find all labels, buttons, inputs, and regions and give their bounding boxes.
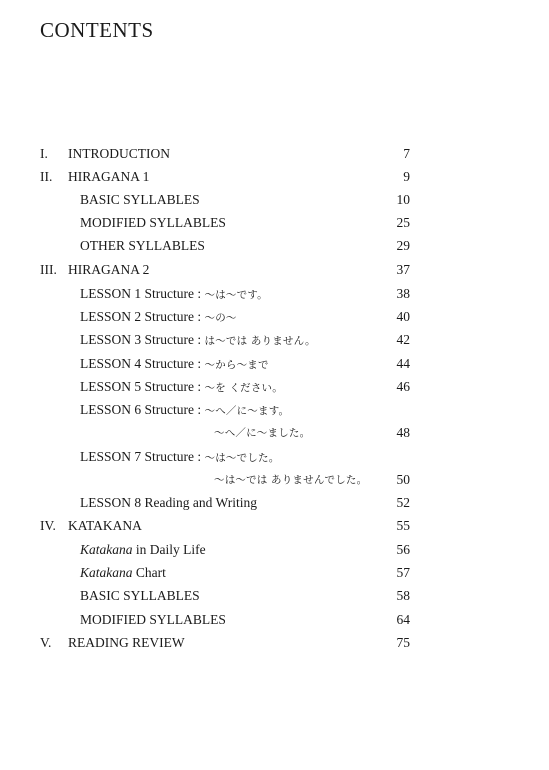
- page-number: 7: [403, 146, 410, 161]
- page-number: 55: [396, 518, 410, 533]
- italic-term: Katakana: [80, 542, 133, 557]
- lesson-structure: ～は～です。: [204, 289, 268, 301]
- lesson-structure: は～では ありません。: [204, 335, 316, 347]
- toc-entry-basic-syllables: [0, 190, 549, 210]
- page-number: 56: [396, 542, 410, 557]
- toc-entry-katakana-basic-syllables: [0, 586, 549, 606]
- lesson-label: LESSON 6 Structure :: [80, 402, 202, 417]
- lesson-label: LESSON 4 Structure :: [80, 356, 202, 371]
- toc-entry-hiragana-2: [0, 260, 549, 280]
- page-number: 64: [396, 612, 410, 627]
- subsection-title: OTHER SYLLABLES: [80, 238, 205, 253]
- toc-entry-lesson-7-continued: [0, 470, 549, 490]
- toc-entry-lesson-8: [0, 493, 549, 513]
- toc-entry-other-syllables: [0, 236, 549, 256]
- lesson-structure: ～へ／に～ました。: [214, 427, 311, 439]
- toc-entry-lesson-3: [0, 330, 549, 350]
- lesson-structure: ～へ／に～ます。: [204, 405, 290, 417]
- page-number: 48: [396, 425, 410, 440]
- toc-entry-text: [40, 633, 185, 653]
- section-number: III.: [40, 262, 57, 277]
- subsection-title: [80, 400, 289, 421]
- toc-entry-lesson-4: [0, 354, 549, 374]
- section-title: INTRODUCTION: [68, 146, 170, 161]
- toc-entry-lesson-6: [0, 400, 549, 420]
- lesson-label: LESSON 5 Structure :: [80, 379, 202, 394]
- page-number: 10: [396, 192, 410, 207]
- page-number: 50: [396, 472, 410, 487]
- section-title: READING REVIEW: [68, 635, 185, 650]
- section-number: IV.: [40, 518, 56, 533]
- subsection-title-rest: Chart: [132, 565, 166, 580]
- toc-entry-lesson-7: [0, 447, 549, 467]
- page-number: 44: [396, 356, 410, 371]
- lesson-label: LESSON 7 Structure :: [80, 449, 202, 464]
- lesson-structure: ～は～では ありませんでした。: [214, 474, 368, 486]
- toc-entry-text: [40, 516, 142, 536]
- page-number: 52: [396, 495, 410, 510]
- page-number: 40: [396, 309, 410, 324]
- section-title: HIRAGANA 1: [68, 169, 150, 184]
- subsection-title: [80, 284, 268, 305]
- toc-entry-lesson-2: [0, 307, 549, 327]
- section-title: HIRAGANA 2: [68, 262, 150, 277]
- page-number: 25: [396, 215, 410, 230]
- section-number: II.: [40, 169, 53, 184]
- section-number: I.: [40, 146, 48, 161]
- toc-entry-text: [40, 260, 149, 280]
- section-number: V.: [40, 635, 52, 650]
- page-number: 37: [396, 262, 410, 277]
- subsection-title: [80, 377, 283, 398]
- toc-entry-lesson-5: [0, 377, 549, 397]
- toc-entry-lesson-6-continued: [0, 423, 549, 443]
- subsection-title: [80, 540, 206, 560]
- toc-entry-katakana-chart: [0, 563, 549, 583]
- lesson-structure: ～は～でした。: [204, 452, 280, 464]
- subsection-title: BASIC SYLLABLES: [80, 588, 200, 603]
- toc-entry-modified-syllables: [0, 213, 549, 233]
- subsection-title: [80, 447, 279, 468]
- toc-entry-hiragana-1: [0, 167, 549, 187]
- subsection-title-rest: in Daily Life: [132, 542, 206, 557]
- toc-entry-lesson-1: [0, 284, 549, 304]
- subsection-title: LESSON 8 Reading and Writing: [80, 495, 257, 510]
- section-title: KATAKANA: [68, 518, 142, 533]
- page-title: CONTENTS: [40, 18, 154, 42]
- toc-entry-text: [40, 167, 149, 187]
- subsection-title: [80, 307, 237, 328]
- lesson-label: LESSON 1 Structure :: [80, 286, 202, 301]
- page-number: 9: [403, 169, 410, 184]
- subsection-title: MODIFIED SYLLABLES: [80, 215, 226, 230]
- toc-entry-reading-review: [0, 633, 549, 653]
- lesson-structure: ～を ください。: [204, 382, 283, 394]
- page-number: 75: [396, 635, 410, 650]
- toc-entry-introduction: [0, 144, 549, 164]
- toc-entry-katakana: [0, 516, 549, 536]
- toc-entry-katakana-modified-syllables: [0, 610, 549, 630]
- page-number: 57: [396, 565, 410, 580]
- lesson-label: LESSON 3 Structure :: [80, 332, 202, 347]
- lesson-label: LESSON 2 Structure :: [80, 309, 202, 324]
- toc-entry-text: [40, 144, 170, 164]
- page-number: 29: [396, 238, 410, 253]
- toc-entry-katakana-daily-life: [0, 540, 549, 560]
- lesson-structure: ～の～: [204, 312, 237, 324]
- page-number: 58: [396, 588, 410, 603]
- page-number: 46: [396, 379, 410, 394]
- subsection-title: MODIFIED SYLLABLES: [80, 612, 226, 627]
- subsection-title: [80, 354, 269, 375]
- italic-term: Katakana: [80, 565, 133, 580]
- subsection-title: [80, 563, 166, 583]
- page-number: 42: [396, 332, 410, 347]
- subsection-title: [80, 330, 316, 351]
- page-number: 38: [396, 286, 410, 301]
- subsection-title: BASIC SYLLABLES: [80, 192, 200, 207]
- lesson-structure: ～から～まで: [204, 359, 269, 371]
